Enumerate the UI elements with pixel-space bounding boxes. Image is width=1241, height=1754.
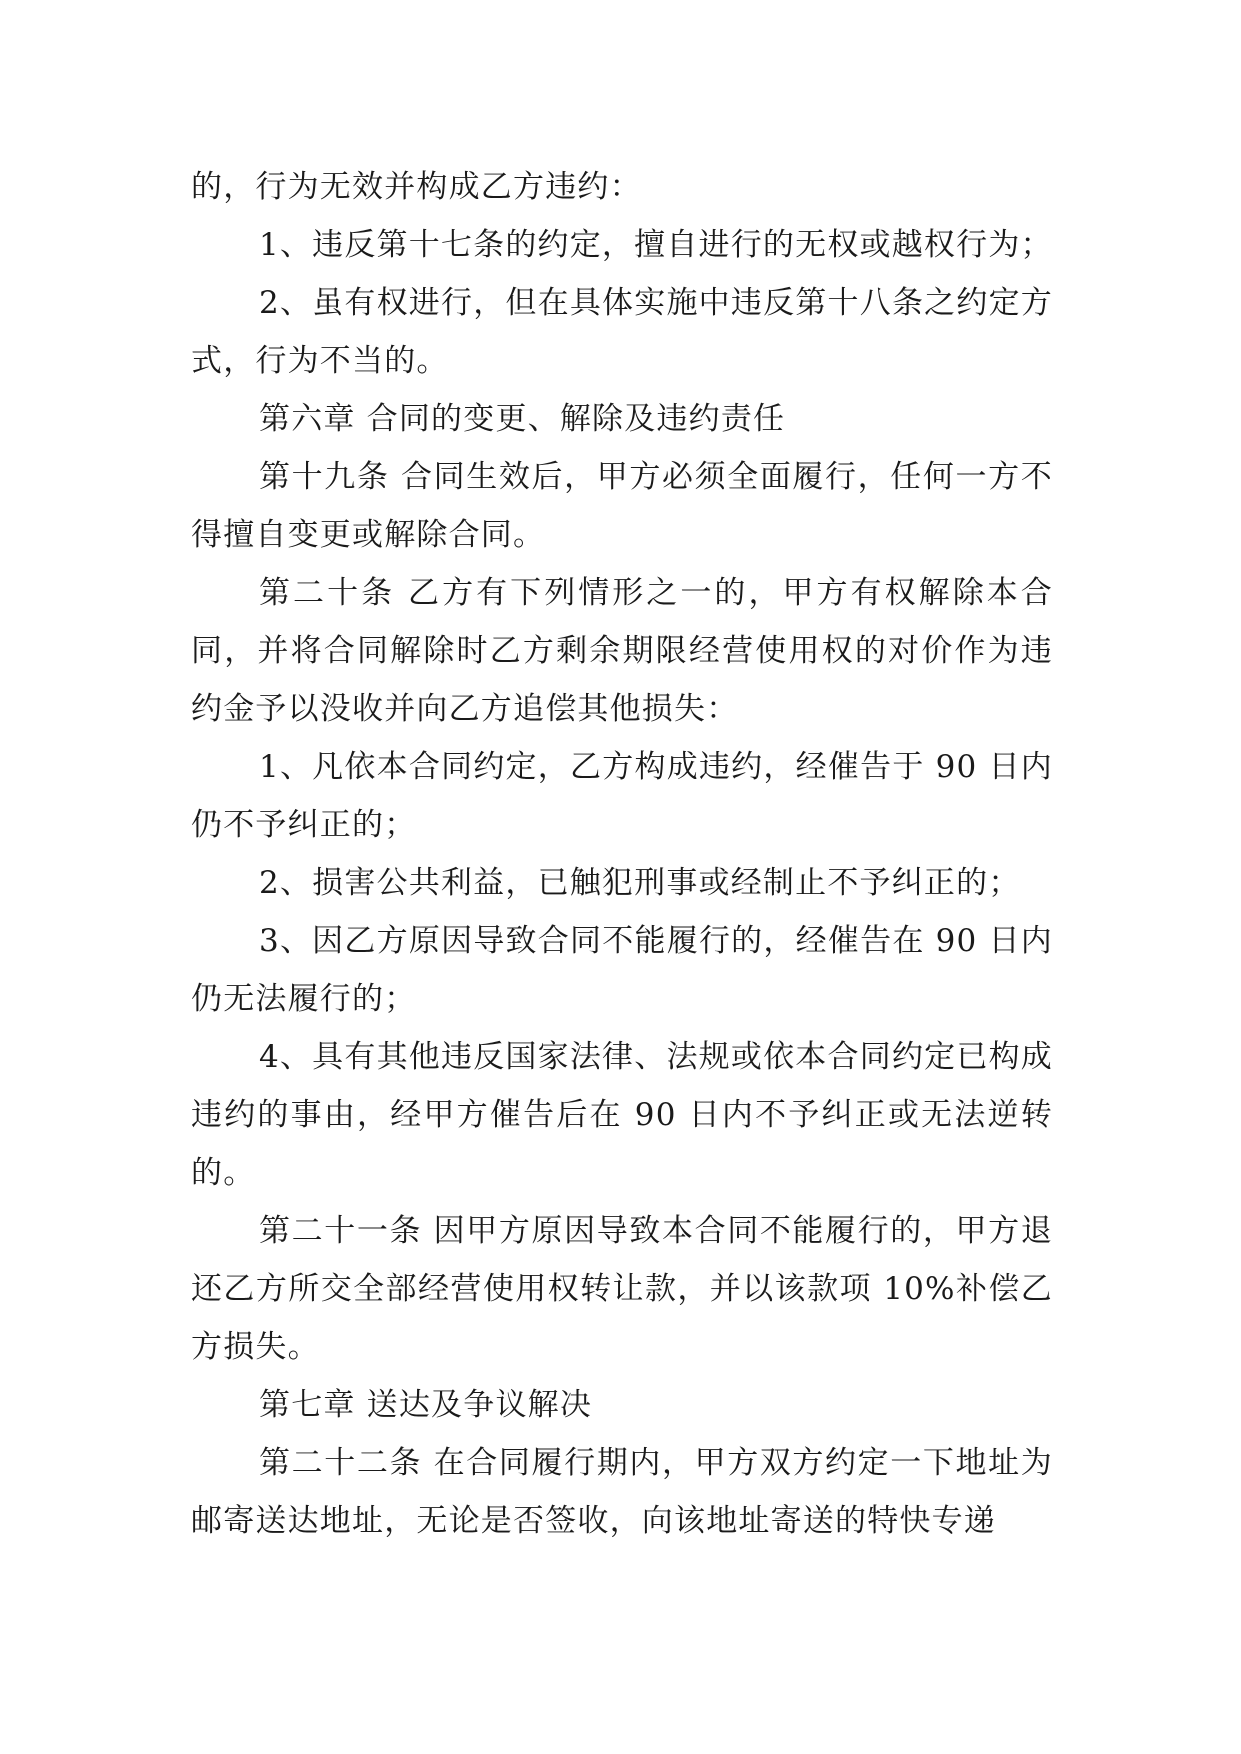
article-20: 第二十条 乙方有下列情形之一的，甲方有权解除本合同，并将合同解除时乙方剩余期限经营使用权的对价作为违约金予以没收并向乙方追偿其他损失： — [191, 575, 1053, 727]
article-20-item-3: 3、因乙方原因导致合同不能履行的，经催告在 90 日内仍无法履行的； — [191, 923, 1053, 1017]
chapter-heading-7: 第七章 送达及争议解决 — [259, 1387, 593, 1423]
chapter-heading-6: 第六章 合同的变更、解除及违约责任 — [259, 401, 786, 437]
clause-item-1: 1、违反第十七条的约定，擅自进行的无权或越权行为； — [259, 227, 1053, 263]
article-21: 第二十一条 因甲方原因导致本合同不能履行的，甲方退还乙方所交全部经营使用权转让款，并以该款项 10%补偿乙方损失。 — [191, 1213, 1053, 1365]
paragraph-continuation: 的，行为无效并构成乙方违约： — [191, 169, 642, 205]
article-20-item-4: 4、具有其他违反国家法律、法规或依本合同约定已构成违约的事由，经甲方催告后在 90 日内不予纠正或无法逆转的。 — [191, 1039, 1053, 1191]
article-19: 第十九条 合同生效后，甲方必须全面履行，任何一方不得擅自变更或解除合同。 — [191, 459, 1053, 553]
document-page — [191, 158, 1053, 1550]
clause-item-2: 2、虽有权进行，但在具体实施中违反第十八条之约定方式，行为不当的。 — [191, 285, 1053, 379]
article-20-item-2: 2、损害公共利益，已触犯刑事或经制止不予纠正的； — [259, 865, 1021, 901]
article-20-item-1: 1、凡依本合同约定，乙方构成违约，经催告于 90 日内仍不予纠正的； — [191, 749, 1053, 843]
article-22: 第二十二条 在合同履行期内，甲方双方约定一下地址为邮寄送达地址，无论是否签收，向该地址寄送的特快专递 — [191, 1445, 1053, 1539]
